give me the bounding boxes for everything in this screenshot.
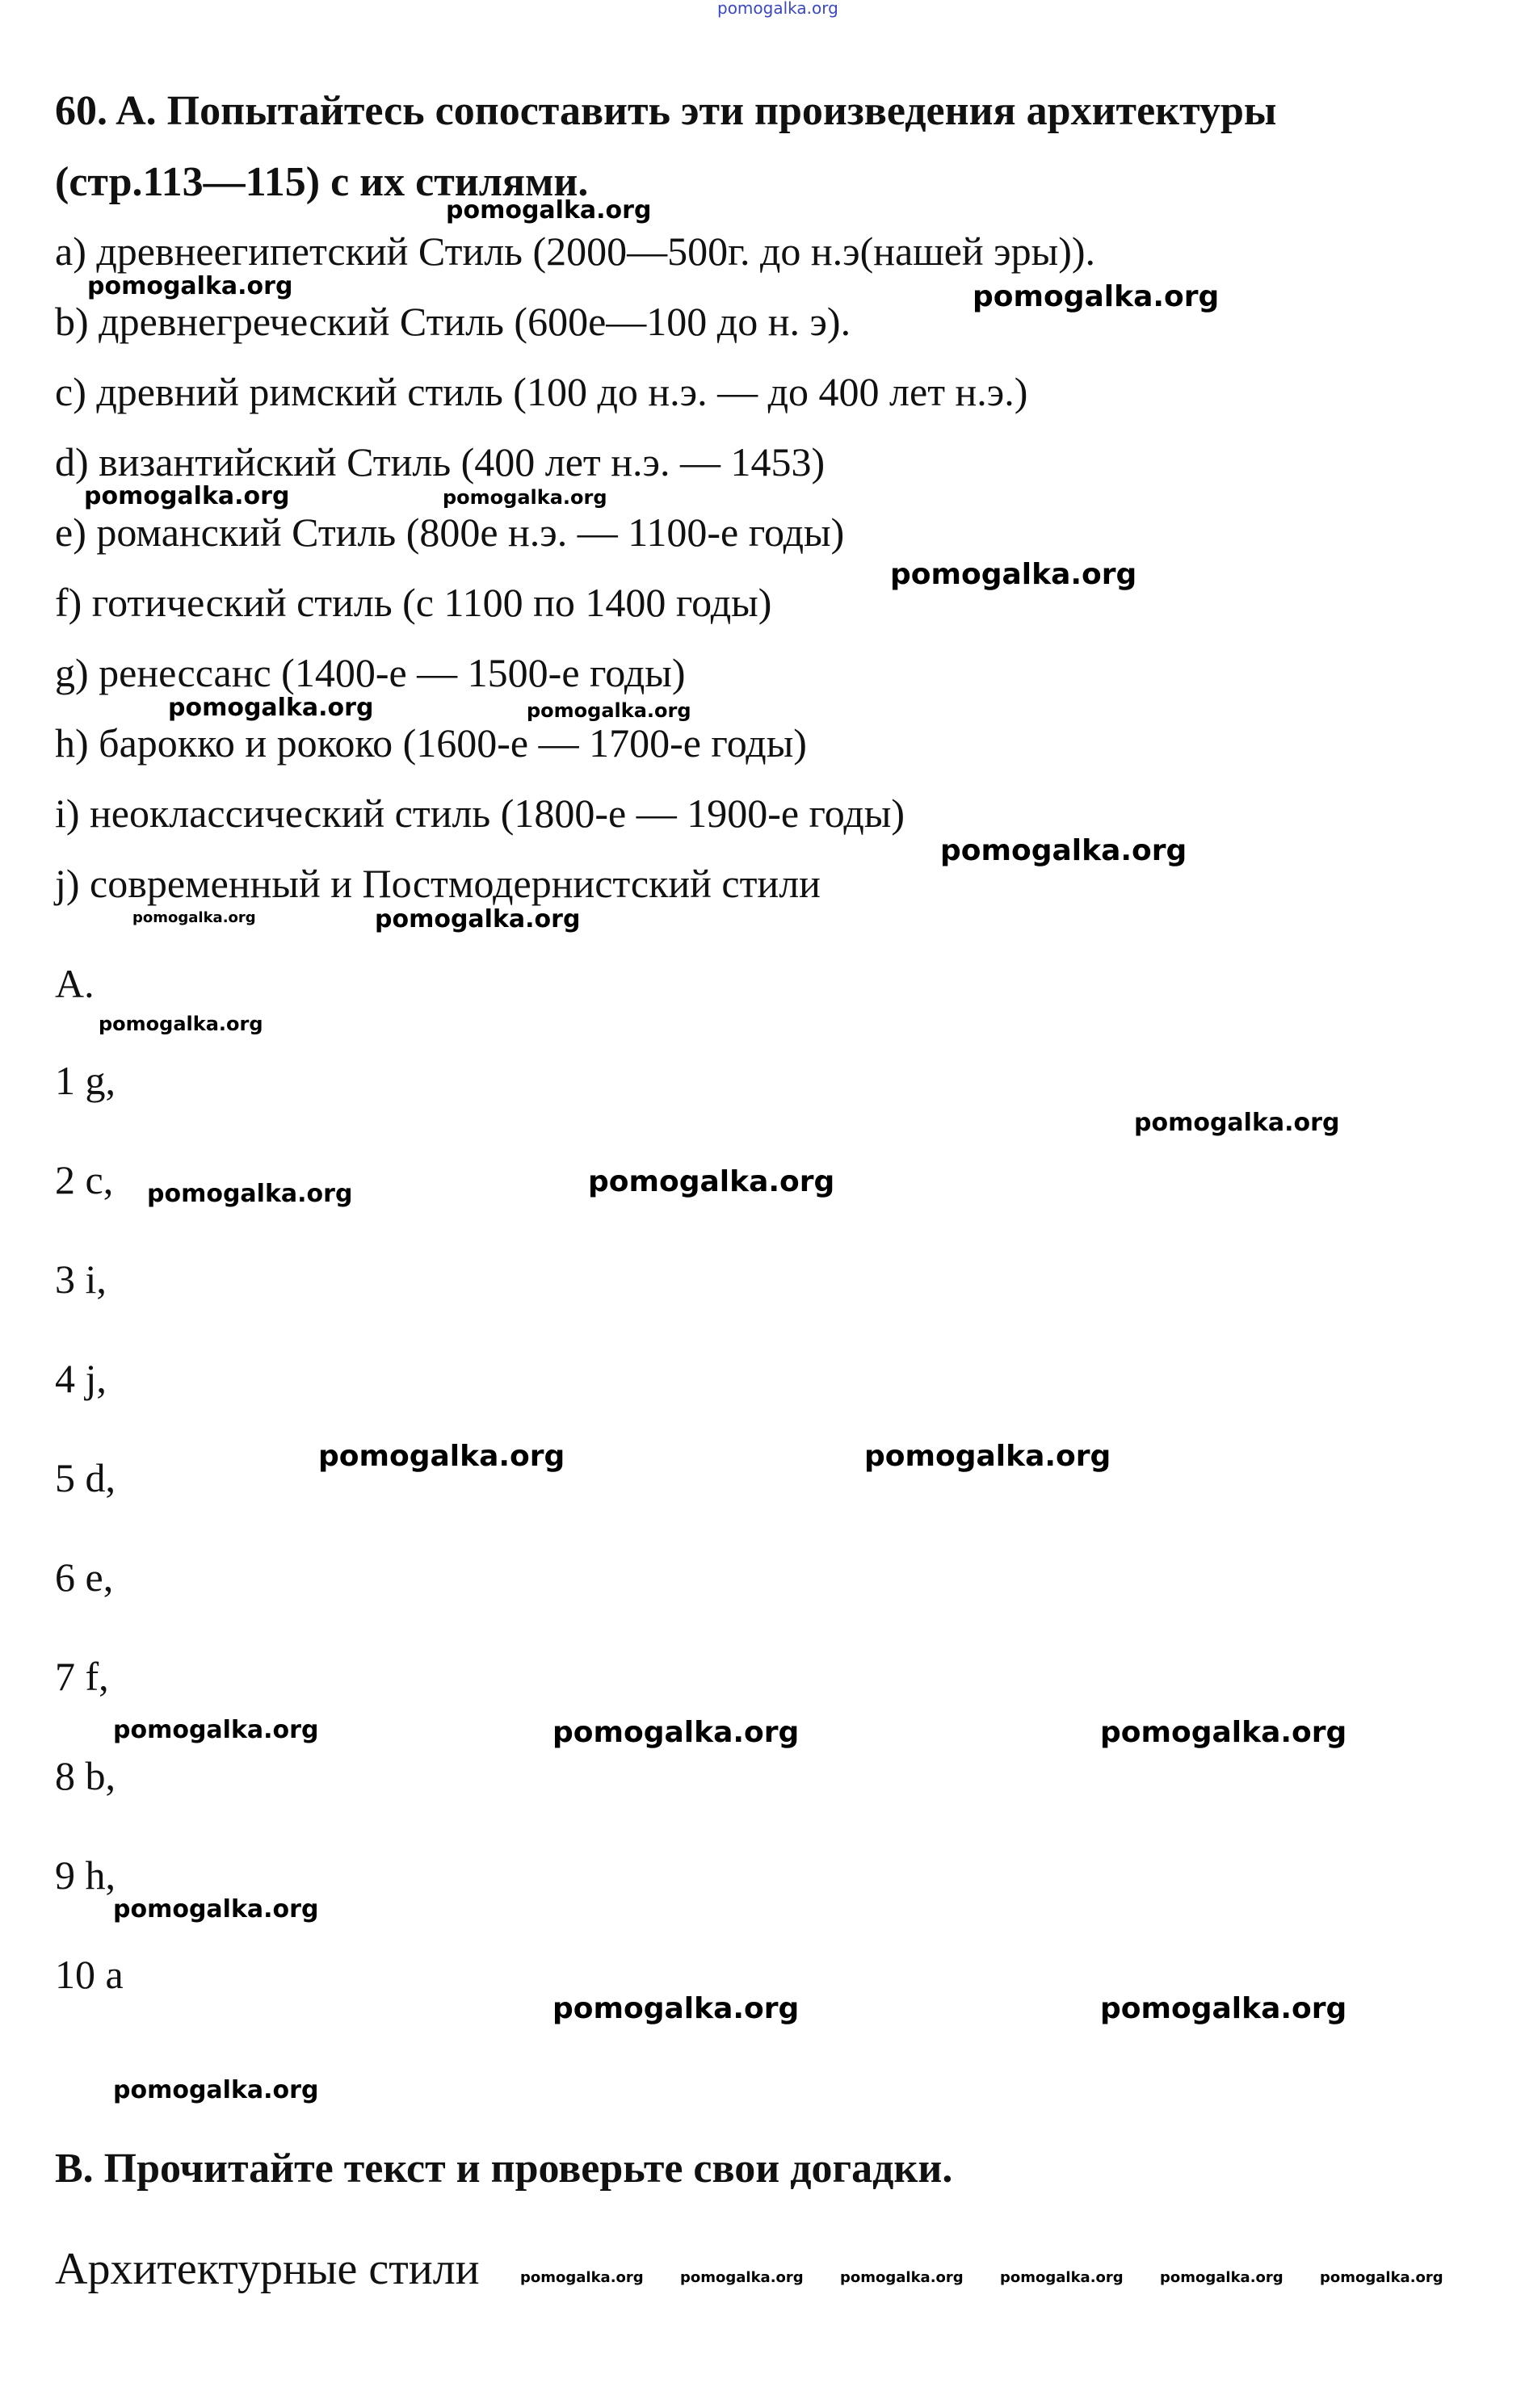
watermark-text: pomogalka.org (680, 2269, 804, 2286)
watermark-text: pomogalka.org (87, 272, 293, 300)
watermark-text: pomogalka.org (99, 1013, 263, 1035)
style-item-j: j) современный и Постмодернистский стили (55, 861, 821, 906)
watermark-text: pomogalka.org (1320, 2269, 1443, 2286)
style-item-a: a) древнеегипетский Стиль (2000—500г. до н.э(нашей эры)). (55, 229, 1096, 274)
watermark-text: pomogalka.org (840, 2269, 964, 2286)
watermark-text: pomogalka.org (113, 2076, 319, 2104)
style-item-b: b) древнегреческий Стиль (600е—100 до н. э). (55, 299, 851, 344)
answer-label: A. (55, 961, 95, 1006)
answer-item-2: 2 c, (55, 1157, 114, 1202)
answer-item-3: 3 i, (55, 1256, 107, 1302)
answer-item-7: 7 f, (55, 1654, 109, 1699)
watermark-text: pomogalka.org (446, 196, 652, 224)
watermark-text: pomogalka.org (864, 1440, 1111, 1473)
style-item-f: f) готический стиль (с 1100 по 1400 годы) (55, 580, 772, 625)
answer-item-9: 9 h, (55, 1852, 116, 1898)
style-item-c: c) древний римский стиль (100 до н.э. — до 400 лет н.э.) (55, 369, 1028, 414)
watermark-text: pomogalka.org (147, 1180, 353, 1208)
answer-item-4: 4 j, (55, 1356, 107, 1401)
watermark-text: pomogalka.org (375, 905, 581, 933)
watermark-text: pomogalka.org (1134, 1109, 1340, 1137)
watermark-text: pomogalka.org (940, 834, 1187, 867)
watermark-text: pomogalka.org (1160, 2269, 1283, 2286)
answer-item-6: 6 e, (55, 1554, 114, 1600)
site-watermark-top: pomogalka.org (717, 0, 838, 18)
watermark-text: pomogalka.org (890, 558, 1137, 591)
watermark-text: pomogalka.org (113, 1716, 319, 1744)
watermark-text: pomogalka.org (527, 699, 691, 722)
watermark-text: pomogalka.org (443, 486, 607, 509)
answer-item-10: 10 a (55, 1952, 124, 1997)
watermark-text: pomogalka.org (520, 2269, 644, 2286)
watermark-text: pomogalka.org (168, 694, 374, 722)
watermark-text: pomogalka.org (1100, 1716, 1347, 1749)
watermark-text: pomogalka.org (1000, 2269, 1124, 2286)
watermark-text: pomogalka.org (132, 909, 256, 926)
task-heading-line-2: (стр.113—115) с их стилями. (55, 159, 589, 205)
answer-item-1: 1 g, (55, 1058, 116, 1103)
watermark-text: pomogalka.org (552, 1716, 800, 1749)
answer-item-5: 5 d, (55, 1455, 116, 1500)
watermark-text: pomogalka.org (318, 1440, 565, 1473)
answer-item-8: 8 b, (55, 1753, 116, 1798)
style-item-e: e) романский Стиль (800е н.э. — 1100-е годы) (55, 510, 845, 555)
style-item-d: d) византийский Стиль (400 лет н.э. — 1453) (55, 439, 826, 485)
watermark-text: pomogalka.org (113, 1895, 319, 1923)
style-item-h: h) барокко и рококо (1600-е — 1700-е годы) (55, 720, 807, 766)
watermark-text: pomogalka.org (84, 482, 290, 510)
task-heading-line-1: 60. A. Попытайтесь сопоставить эти произведения архитектуры (55, 88, 1277, 134)
watermark-text: pomogalka.org (552, 1992, 800, 2025)
style-item-g: g) ренессанс (1400-е — 1500-е годы) (55, 650, 686, 695)
watermark-text: pomogalka.org (588, 1165, 835, 1198)
style-item-i: i) неоклассический стиль (1800-е — 1900-е годы) (55, 791, 905, 836)
watermark-text: pomogalka.org (1100, 1992, 1347, 2025)
part-b-heading: B. Прочитайте текст и проверьте свои догадки. (55, 2146, 953, 2192)
watermark-text: pomogalka.org (973, 280, 1220, 313)
part-b-subheading: Архитектурные стили (55, 2244, 480, 2294)
